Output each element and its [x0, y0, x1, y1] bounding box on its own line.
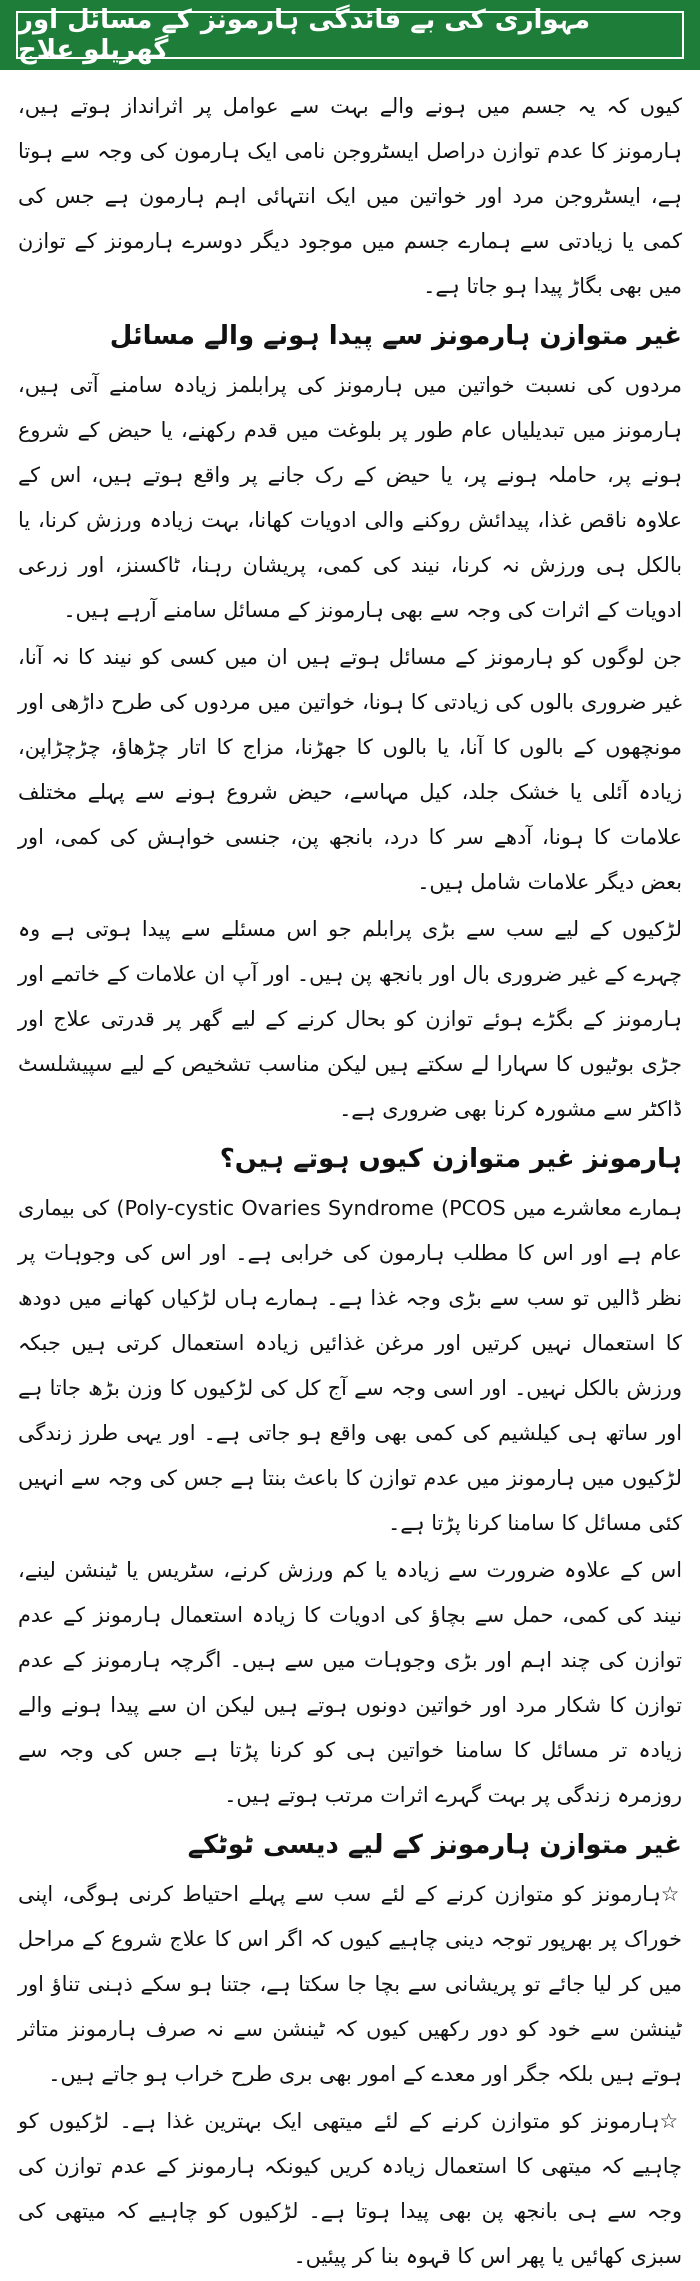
title-banner [0, 0, 700, 70]
remedy-text-1: ہارمونز کو متوازن کرنے کے لئے سب سے پہلے احتیاط کرنی ہوگی، اپنی خوراک پر بھرپور توجہ دینی چاہیے کیوں کہ اگر اس کا علاج شروع کے مراحل میں کر لیا جائے تو پریشانی سے بچا جا سکتا ہے، جتنا ہو سکے ذہنی تناؤ اور ٹینشن سے خود کو دور رکھیں کیوں کہ ٹینشن سے نہ صرف ہارمونز متاثر ہوتے ہیں بلکہ جگر اور معدے کے امور بھی بری طرح خراب ہو جاتے ہیں۔ [18, 1882, 682, 2086]
remedy-item-1 [18, 1872, 682, 2097]
remedy-text-2: ہارمونز کو متوازن کرنے کے لئے میتھی ایک بہترین غذا ہے۔ لڑکیوں کو چاہیے کہ میتھی کا استعمال زیادہ کریں کیونکہ ہارمونز کے عدم توازن کی وجہ سے ہی بانجھ پن بھی پیدا ہوتا ہے۔ لڑکیوں کو چاہیے کہ میتھی کی سبزی کھائیں یا پھر اس کا قہوہ بنا کر پیئیں۔ [18, 2109, 682, 2268]
problems-paragraph-1: مردوں کی نسبت خواتین میں ہارمونز کی پرابلمز زیادہ سامنے آتی ہیں، ہارمونز میں تبدیلیاں عام طور پر بلوغت میں قدم رکھنے، یا حیض کے شروع ہونے پر، حاملہ ہونے پر، یا حیض کے رک جانے پر واقع ہوتے ہیں، اس کے علاوہ ناقص غذا، پیدائش روکنے والی ادویات کھانا، بہت زیادہ ورزش کرنا، یا بالکل ہی ورزش نہ کرنا، نیند کی کمی، پریشان رہنا، ٹاکسنز، اور زرعی ادویات کے اثرات کی وجہ سے بھی ہارمونز کے مسائل سامنے آرہے ہیں۔ [18, 373, 682, 622]
section-heading-remedies: غیر متوازن ہارمونز کے لیے دیسی ٹوٹکے [187, 1830, 682, 1860]
star-bullet-icon: ☆ [660, 1882, 682, 1906]
problems-paragraph-2: جن لوگوں کو ہارمونز کے مسائل ہوتے ہیں ان میں کسی کو نیند کا نہ آنا، غیر ضروری بالوں کی زیادتی کا ہونا، خواتین میں مردوں کی طرح داڑھی اور مونچھوں کے بالوں کا آنا، یا بالوں کا جھڑنا، مزاج کا اتار چڑھاؤ، چڑچڑاپن، زیادہ آئلی یا خشک جلد، کیل مہاسے، حیض شروع ہونے سے پہلے مختلف علامات کا ہونا، آدھے سر کا درد، بانجھ پن، جنسی خواہش کی کمی، اور بعض دیگر علامات شامل ہیں۔ [18, 645, 682, 894]
pcos-term: (Poly-cystic Ovaries Syndrome (PCOS [116, 1196, 506, 1220]
causes-text-after: کی بیماری عام ہے اور اس کا مطلب ہارمون کی خرابی ہے۔ اور اس کی وجوہات پر نظر ڈالیں تو سب سے بڑی وجہ غذا ہے۔ ہمارے ہاں لڑکیاں کھانے میں دودھ کا استعمال نہیں کرتیں اور مرغن غذائیں زیادہ استعمال کرتی ہیں جبکہ ورزش بالکل نہیں۔ اور اسی وجہ سے آج کل کی لڑکیوں کا وزن بڑھ جاتا ہے اور ساتھ ہی کیلشیم کی کمی بھی واقع ہو جاتی ہے۔ اور یہی طرز زندگی لڑکیوں میں ہارمونز میں عدم توازن کا باعث بنتا ہے جس کی وجہ سے انہیں کئی مسائل کا سامنا کرنا پڑتا ہے۔ [18, 1196, 682, 1535]
intro-paragraph: کیوں کہ یہ جسم میں ہونے والے بہت سے عوامل پر اثرانداز ہوتے ہیں، ہارمونز کا عدم توازن دراصل ایسٹروجن نامی ایک ہارمون کی وجہ سے ہوتا ہے، ایسٹروجن مرد اور خواتین میں ایک انتہائی اہم ہارمون ہے جس کی کمی یا زیادتی سے ہمارے جسم میں موجود دیگر دوسرے ہارمونز کے توازن میں بھی بگاڑ پیدا ہو جاتا ہے۔ [18, 94, 682, 298]
remedy-item-2 [18, 2099, 682, 2279]
star-bullet-icon: ☆ [659, 2109, 682, 2133]
section-heading-problems: غیر متوازن ہارمونز سے پیدا ہونے والے مسائل [109, 321, 682, 351]
section-heading-causes: ہارمونز غیر متوازن کیوں ہوتے ہیں؟ [219, 1144, 682, 1174]
article-body [18, 84, 682, 2281]
causes-paragraph-1 [18, 1186, 682, 1546]
problems-paragraph-3: لڑکیوں کے لیے سب سے بڑی پرابلم جو اس مسئلے سے پیدا ہوتی ہے وہ چہرے کے غیر ضروری بال اور بانجھ پن ہیں۔ اور آپ ان علامات کے خاتمے اور ہارمونز کے بگڑے ہوئے توازن کو بحال کرنے کے لیے گھر پر قدرتی علاج اور جڑی بوٹیوں کا سہارا لے سکتے ہیں لیکن مناسب تشخیص کے لیے سپیشلسٹ ڈاکٹر سے مشورہ کرنا بھی ضروری ہے۔ [18, 917, 682, 1121]
causes-paragraph-2: اس کے علاوہ ضرورت سے زیادہ یا کم ورزش کرنے، سٹریس یا ٹینشن لینے، نیند کی کمی، حمل سے بچاؤ کی ادویات کا زیادہ استعمال ہارمونز کے عدم توازن کی چند اہم اور بڑی وجوہات میں سے ہیں۔ اگرچہ ہارمونز کے عدم توازن کا شکار مرد اور خواتین دونوں ہوتے ہیں لیکن ان سے پیدا ہونے والے زیادہ تر مسائل کا سامنا خواتین ہی کو کرنا پڑتا ہے جس کی وجہ سے روزمرہ زندگی پر بہت گہرے اثرات مرتب ہوتے ہیں۔ [18, 1558, 682, 1807]
causes-text-before: ہمارے معاشرے میں [512, 1196, 683, 1220]
page-title: مہواری کی بے قائدگی ہارمونز کے مسائل اور گھریلو علاج [16, 11, 684, 59]
